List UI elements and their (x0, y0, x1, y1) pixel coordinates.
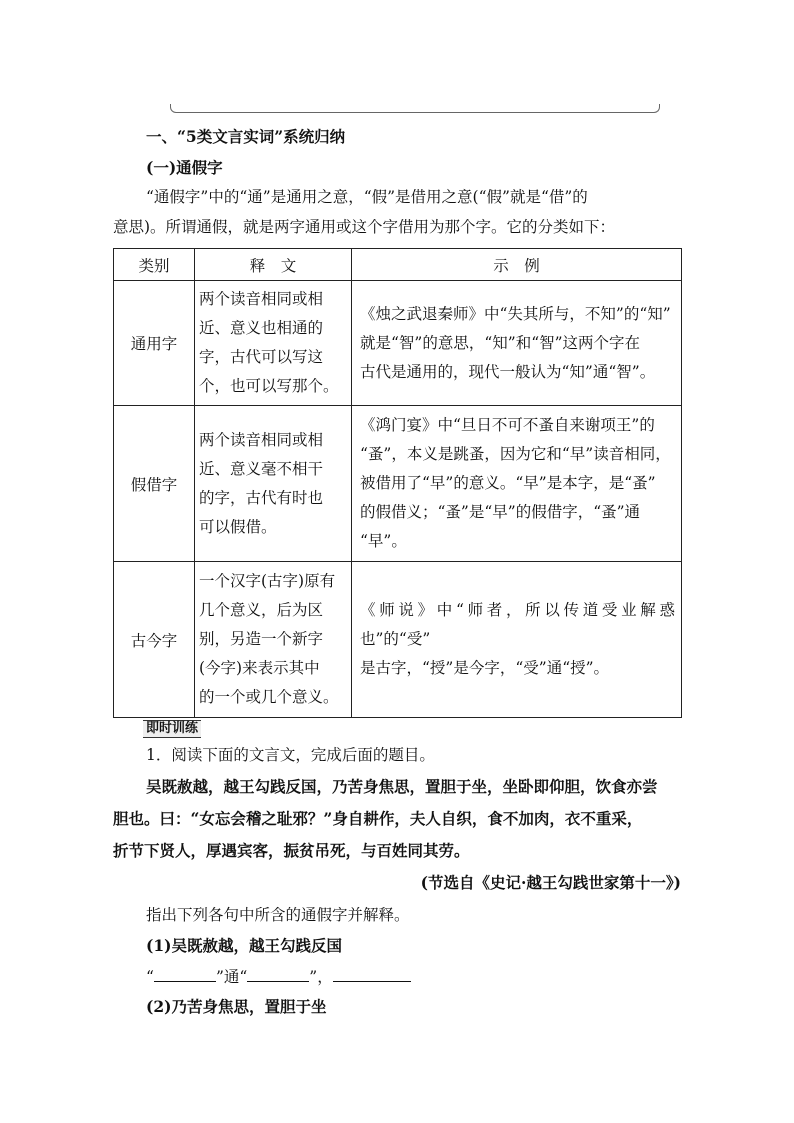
example-line: 《师说》中“师者，所以传道受业解惑也”的“受” (360, 601, 675, 648)
explanation-line: 几个意义，后为区 (199, 601, 324, 619)
explanation-line: 一个汉字(古字)原有 (199, 572, 336, 590)
instruction: 指出下列各句中所含的通假字并解释。 (146, 906, 410, 924)
table-row (114, 281, 682, 406)
answer-blank-2[interactable] (247, 967, 309, 982)
item-2: (2)乃苦身焦思，置胆于坐 (146, 997, 327, 1016)
answer-blank-1[interactable] (154, 967, 216, 982)
explanation-line: 个，也可以写那个。 (199, 377, 339, 395)
table-row (114, 562, 682, 718)
explanation-line: (今字)来表示其中 (199, 659, 320, 677)
table-row (114, 406, 682, 562)
quote-open: “ (146, 968, 154, 986)
explanation-line: 近、意义毫不相干 (199, 459, 324, 478)
answer-blank-3[interactable] (333, 967, 411, 982)
explanation-line: 字，古代可以写这 (199, 348, 324, 366)
example-line: 《烛之武退秦师》中“失其所与，不知”的“知” (360, 304, 671, 323)
classification-table (113, 248, 682, 718)
explanation-line: 两个读音相同或相 (199, 290, 324, 308)
table-header: 释 文 (195, 249, 352, 281)
example-line: 《鸿门宴》中“旦日不可不蚤自来谢项王”的 (360, 416, 655, 434)
fill-in-line (146, 966, 714, 988)
explanation-line: 别，另造一个新字 (199, 630, 324, 648)
table-header: 示 例 (352, 249, 682, 281)
example-line: “蚤”，本义是跳蚤，因为它和“早”读音相同， (360, 445, 671, 463)
explanation-cell (195, 281, 352, 406)
header-rule (170, 104, 660, 113)
example-cell (352, 406, 682, 562)
passage-line: 胆也。曰：“女忘会稽之耻邪？”身自耕作，夫人自织，食不加肉，衣不重采， (113, 809, 643, 828)
table-header-row (114, 249, 682, 281)
category-cell: 假借字 (114, 406, 195, 562)
example-line: 被借用了“早”的意义。“早”是本字，是“蚤” (360, 474, 656, 492)
explanation-line: 可以假借。 (199, 517, 277, 536)
intro-line-2: 意思)。所谓通假，就是两字通用或这个字借用为那个字。它的分类如下： (113, 218, 616, 236)
quote-mid: ”通“ (215, 968, 248, 986)
subheading: (一)通假字 (146, 158, 223, 177)
item-1: (1)吴既赦越，越王勾践反国 (146, 936, 342, 955)
passage-line: 折节下贤人，厚遇宾客，振贫吊死，与百姓同其劳。 (113, 841, 470, 860)
intro-line-1: “通假字”中的“通”是通用之意，“假”是借用之意(“假”就是“借”的 (146, 188, 588, 206)
question-1: 1．阅读下面的文言文，完成后面的题目。 (146, 746, 435, 764)
quote-close: ”， (309, 968, 333, 986)
practice-tag: 即时训练 (143, 720, 201, 738)
example-line: 是古字，“授”是今字，“受”通“授”。 (360, 659, 610, 677)
explanation-cell (195, 562, 352, 718)
example-line: “早”。 (360, 532, 407, 550)
example-cell (352, 562, 682, 718)
passage-source: (节选自《史记·越王勾践世家第十一》) (420, 873, 681, 892)
category-cell: 通用字 (114, 281, 195, 406)
table-header: 类别 (114, 249, 195, 281)
explanation-line: 近、意义也相通的 (199, 319, 324, 337)
explanation-line: 的一个或几个意义。 (199, 688, 339, 706)
explanation-line: 两个读音相同或相 (199, 430, 324, 449)
explanation-line: 的字，古代有时也 (199, 488, 324, 507)
example-line: 的假借义；“蚤”是“早”的假借字，“蚤”通 (360, 503, 641, 521)
passage-line: 吴既赦越，越王勾践反国，乃苦身焦思，置胆于坐，坐卧即仰胆，饮食亦尝 (146, 777, 658, 796)
example-cell (352, 281, 682, 406)
example-line: 古代是通用的，现代一般认为“知”通“智”。 (360, 362, 656, 381)
example-line: 就是“智”的意思，“知”和“智”这两个字在 (360, 333, 641, 352)
section-heading: 一、“5类文言实词”系统归纳 (146, 127, 346, 146)
explanation-cell (195, 406, 352, 562)
category-cell: 古今字 (114, 562, 195, 718)
